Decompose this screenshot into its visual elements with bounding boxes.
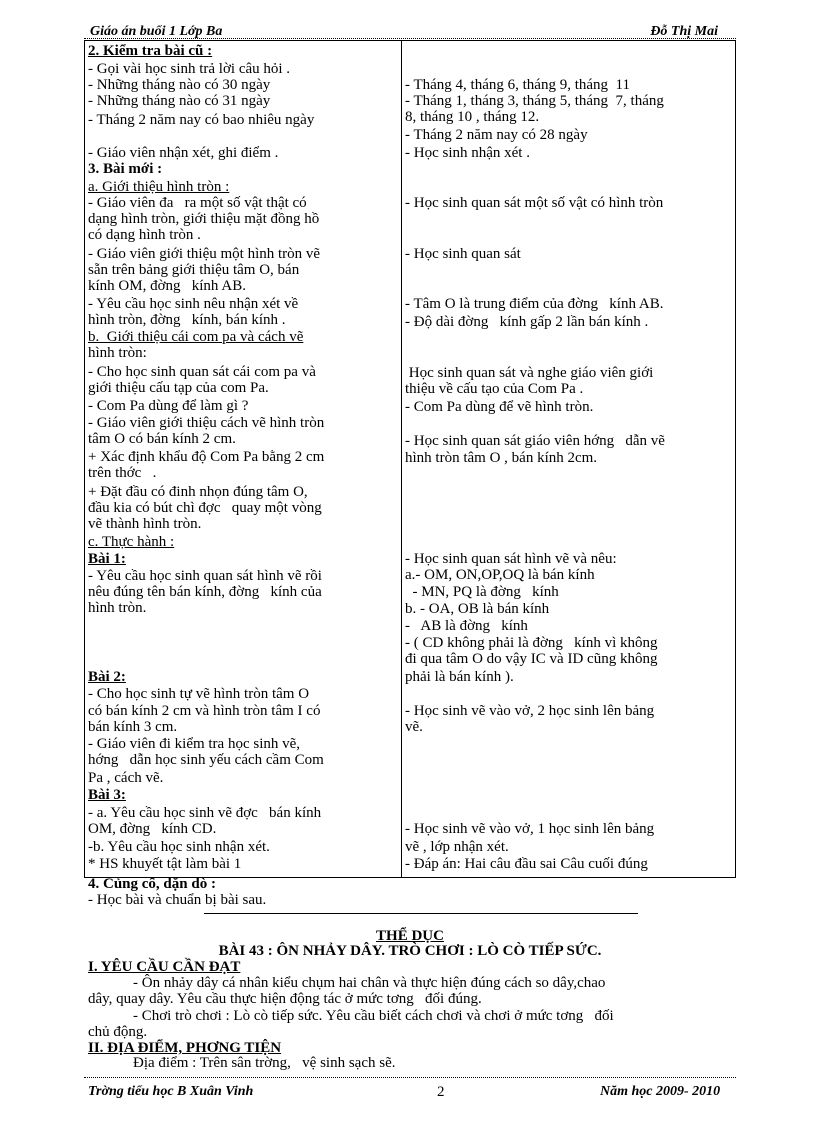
left-line: - Yêu cầu học sinh nêu nhận xét về: [88, 296, 299, 312]
left-line: * HS khuyết tật làm bài 1: [88, 856, 242, 872]
left-line: + Xác định khẩu độ Com Pa bằng 2 cm: [88, 449, 325, 465]
requirement-1-line-2: dây, quay dây. Yêu cầu thực hiện động tác ở mức tơng đối đúng.: [88, 991, 482, 1007]
left-line: -b. Yêu cầu học sinh nhận xét.: [88, 839, 270, 855]
requirements-heading: I. YÊU CẦU CẦN ĐẠT: [88, 959, 241, 975]
left-line: b. Giới thiệu cái com pa và cách vẽ: [88, 329, 304, 345]
footer-school-year: Năm học 2009- 2010: [600, 1084, 721, 1099]
left-line: bán kính 3 cm.: [88, 719, 178, 735]
after-line: - Học bài và chuẩn bị bài sau.: [88, 892, 267, 908]
right-line: b. - OA, OB là bán kính: [405, 601, 550, 617]
location-text: Địa điểm : Trên sân trờng, vệ sinh sạch sẽ.: [88, 1055, 396, 1071]
left-line: c. Thực hành :: [88, 534, 175, 550]
requirement-1-line-1: - Ôn nhảy dây cá nhân kiểu chụm hai chân và thực hiện đúng cách so dây,chao: [88, 975, 606, 991]
left-line: - Com Pa dùng để làm gì ?: [88, 398, 249, 414]
left-line: 3. Bài mới :: [88, 161, 163, 177]
left-line: dạng hình tròn, giới thiệu mặt đồng hồ: [88, 211, 320, 227]
right-line: - Độ dài đờng kính gấp 2 lần bán kính .: [405, 314, 649, 330]
right-line: - Tháng 4, tháng 6, tháng 9, tháng 11: [405, 77, 630, 93]
left-line: vẽ thành hình tròn.: [88, 516, 202, 532]
left-line: - Giáo viên giới thiệu một hình tròn vẽ: [88, 246, 321, 262]
right-line: - ( CD không phải là đờng kính vì không: [405, 635, 658, 651]
subject-title: THỂ DỤC: [376, 928, 444, 944]
left-line: - Cho học sinh quan sát cái com pa và: [88, 364, 316, 380]
left-line: 2. Kiểm tra bài cũ :: [88, 43, 213, 59]
left-line: - Những tháng nào có 31 ngày: [88, 93, 271, 109]
right-line: vẽ , lớp nhận xét.: [405, 839, 509, 855]
right-line: - AB là đờng kính: [405, 618, 528, 634]
section-separator: [204, 913, 638, 914]
left-line: kính OM, đờng kính AB.: [88, 278, 246, 294]
right-line: - Đáp án: Hai câu đầu sai Câu cuối đúng: [405, 856, 648, 872]
left-line: hình tròn, đờng kính, bán kính .: [88, 312, 286, 328]
left-line: có dạng hình tròn .: [88, 227, 201, 243]
left-line: - Gọi vài học sinh trả lời câu hỏi .: [88, 61, 291, 77]
left-line: - Những tháng nào có 30 ngày: [88, 77, 271, 93]
requirement-2-line-2: chủ động.: [88, 1024, 148, 1040]
right-line: - Học sinh quan sát: [405, 246, 521, 262]
left-line: hình tròn:: [88, 345, 147, 361]
left-line: đầu kia có bút chì đợc quay một vòng: [88, 500, 322, 516]
right-line: - Com Pa dùng để vẽ hình tròn.: [405, 399, 594, 415]
page-number: 2: [437, 1084, 445, 1100]
left-line: có bán kính 2 cm và hình tròn tâm I có: [88, 703, 321, 719]
left-line: Bài 3:: [88, 787, 126, 803]
left-line: hớng dẫn học sinh yếu cách cầm Com: [88, 752, 324, 768]
right-line: vẽ.: [405, 719, 423, 735]
left-line: giới thiệu cấu tạp của com Pa.: [88, 380, 269, 396]
left-line: sẵn trên bảng giới thiệu tâm O, bán: [88, 262, 300, 278]
right-line: 8, tháng 10 , tháng 12.: [405, 109, 540, 125]
left-line: Bài 2:: [88, 669, 126, 685]
right-line: - Tâm O là trung điểm của đờng kính AB.: [405, 296, 664, 312]
footer-rule: [84, 1077, 736, 1078]
left-line: hình tròn.: [88, 600, 147, 616]
right-line: - MN, PQ là đờng kính: [405, 584, 559, 600]
right-line: - Học sinh quan sát một số vật có hình tròn: [405, 195, 664, 211]
right-line: thiệu về cấu tạo của Com Pa .: [405, 381, 584, 397]
right-line: Học sinh quan sát và nghe giáo viên giới: [405, 365, 654, 381]
left-line: tâm O có bán kính 2 cm.: [88, 431, 236, 447]
footer-school: Trờng tiểu học B Xuân Vinh: [88, 1084, 254, 1099]
left-line: - Yêu cầu học sinh quan sát hình vẽ rồi: [88, 568, 322, 584]
left-line: Bài 1:: [88, 551, 126, 567]
left-line: - Giáo viên nhận xét, ghi điểm .: [88, 145, 279, 161]
right-line: - Tháng 2 năm nay có 28 ngày: [405, 127, 588, 143]
lesson-title: BÀI 43 : ÔN NHẢY DÂY. TRÒ CHƠI : LÒ CÒ TIẾP SỨC.: [218, 943, 602, 959]
right-line: a.- OM, ON,OP,OQ là bán kính: [405, 567, 595, 583]
left-line: Pa , cách vẽ.: [88, 770, 164, 786]
right-line: đi qua tâm O do vậy IC và ID cũng không: [405, 651, 658, 667]
right-line: phải là bán kính ).: [405, 669, 514, 685]
right-line: - Học sinh vẽ vào vở, 1 học sinh lên bảng: [405, 821, 655, 837]
right-line: - Học sinh quan sát giáo viên hớng dẫn vẽ: [405, 433, 665, 449]
column-divider: [401, 41, 402, 877]
right-line: - Học sinh nhận xét .: [405, 145, 530, 161]
left-line: - Tháng 2 năm nay có bao nhiêu ngày: [88, 112, 315, 128]
left-line: + Đặt đầu có đinh nhọn đúng tâm O,: [88, 484, 308, 500]
header-rule: [84, 38, 736, 39]
left-line: nêu đúng tên bán kính, đờng kính của: [88, 584, 322, 600]
left-line: - Cho học sinh tự vẽ hình tròn tâm O: [88, 686, 310, 702]
left-line: a. Giới thiệu hình tròn :: [88, 179, 230, 195]
left-line: trên thớc .: [88, 465, 157, 481]
left-line: - Giáo viên giới thiệu cách vẽ hình tròn: [88, 415, 325, 431]
location-heading: II. ĐỊA ĐIỂM, PHƠNG TIỆN: [88, 1040, 282, 1056]
left-line: - Giáo viên đa ra một số vật thật có: [88, 195, 307, 211]
header-right: Đỗ Thị Mai: [650, 24, 718, 39]
right-line: - Học sinh vẽ vào vở, 2 học sinh lên bảng: [405, 703, 655, 719]
left-line: OM, đờng kính CD.: [88, 821, 217, 837]
left-line: - a. Yêu cầu học sinh vẽ đợc bán kính: [88, 805, 322, 821]
requirement-2-line-1: - Chơi trò chơi : Lò cò tiếp sức. Yêu cầu biết cách chơi và chơi ở mức tơng đối: [88, 1008, 614, 1024]
right-line: - Tháng 1, tháng 3, tháng 5, tháng 7, tháng: [405, 93, 664, 109]
right-line: - Học sinh quan sát hình vẽ và nêu:: [405, 551, 617, 567]
header-left: Giáo án buổi 1 Lớp Ba: [90, 24, 223, 39]
left-line: - Giáo viên đi kiểm tra học sinh vẽ,: [88, 736, 301, 752]
right-line: hình tròn tâm O , bán kính 2cm.: [405, 450, 598, 466]
after-line: 4. Củng cố, dặn dò :: [88, 876, 216, 892]
